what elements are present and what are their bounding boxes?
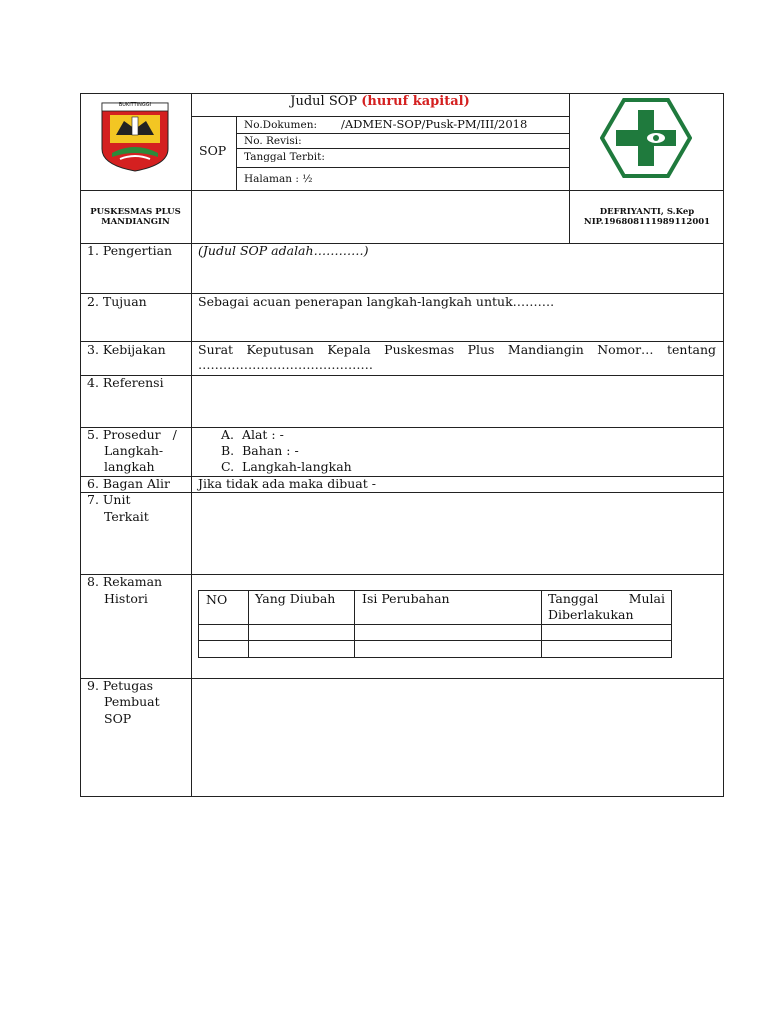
sop-title (191, 94, 569, 110)
org-name: PUSKESMAS PLUS MANDIANGIN (90, 207, 181, 227)
row-divider (80, 678, 724, 679)
bagan-alir-content: Jika tidak ada maka dibuat - (198, 476, 376, 491)
history-col-no: NO (206, 592, 228, 607)
no-revisi-label: No. Revisi: (244, 135, 302, 147)
kebijakan-label: 3. Kebijakan (87, 342, 166, 357)
kebijakan-line-2: …………………………………… (198, 357, 373, 372)
bukittinggi-logo-icon (100, 101, 170, 173)
sop-divider (236, 116, 237, 190)
petugas-label-line-3: SOP (104, 711, 132, 726)
kebijakan-line-1: Surat Keputusan Kepala Puskesmas Plus Mandiangin Nomor… tentang (198, 342, 716, 357)
bagan-alir-label: 6. Bagan Alir (87, 476, 171, 491)
petugas-label-line-2: Pembuat (104, 694, 160, 709)
tanggal-terbit-label: Tanggal Terbit: (244, 151, 325, 163)
row-divider (80, 574, 724, 575)
history-row-divider (198, 640, 671, 641)
header-divider (80, 190, 724, 191)
history-col-tanggal-mulai: Tanggal Mulai (548, 591, 665, 606)
outer-frame (80, 93, 724, 797)
prosedur-label-line-2: Langkah- (104, 443, 164, 458)
row-divider (236, 133, 569, 134)
row-divider (80, 476, 724, 477)
row-divider (80, 492, 724, 493)
logo-caption: BUKITTINGGI (118, 102, 152, 108)
header-bottom-divider (80, 243, 724, 244)
prosedur-item-c: C. Langkah-langkah (221, 459, 352, 474)
signatory-name: DEFRIYANTI, S.Kep (599, 207, 695, 217)
row-divider (236, 167, 569, 168)
prosedur-item-a: A. Alat : - (221, 427, 284, 442)
prosedur-label-line-3: langkah (104, 459, 155, 474)
rekaman-histori-label-line-1: 8. Rekaman (87, 574, 163, 589)
prosedur-label-line-1: 5. Prosedur / (87, 427, 177, 442)
sop-label: SOP (199, 143, 227, 158)
referensi-label: 4. Referensi (87, 375, 164, 390)
pengertian-content: (Judul SOP adalah…………) (198, 243, 369, 258)
rekaman-histori-label-line-2: Histori (104, 591, 148, 606)
row-divider (80, 375, 724, 376)
signatory-nip: NIP.196808111989112001 (583, 217, 711, 227)
halaman-label: Halaman : ½ (244, 173, 313, 185)
header-right-divider (569, 93, 570, 243)
row-divider (236, 148, 569, 149)
history-col-diberlakukan: Diberlakukan (548, 607, 634, 622)
sop-title-highlight: (huruf kapital) (361, 94, 470, 109)
label-column-divider (191, 93, 192, 796)
no-dokumen-label: No.Dokumen: (244, 119, 317, 131)
prosedur-item-b: B. Bahan : - (221, 443, 299, 458)
puskesmas-logo-icon (600, 98, 692, 178)
unit-terkait-label-line-2: Terkait (104, 509, 149, 524)
history-col-yang-diubah: Yang Diubah (255, 591, 336, 606)
tujuan-label: 2. Tujuan (87, 294, 147, 309)
history-row-divider (198, 624, 671, 625)
petugas-label-line-1: 9. Petugas (87, 678, 154, 693)
no-dokumen-value: /ADMEN-SOP/Pusk-PM/III/2018 (341, 117, 528, 131)
history-col-isi-perubahan: Isi Perubahan (362, 591, 450, 606)
tujuan-content: Sebagai acuan penerapan langkah-langkah untuk………. (198, 294, 555, 309)
unit-terkait-label-line-1: 7. Unit (87, 492, 131, 507)
pengertian-label: 1. Pengertian (87, 243, 173, 258)
sop-title-prefix: Judul SOP (290, 94, 358, 109)
